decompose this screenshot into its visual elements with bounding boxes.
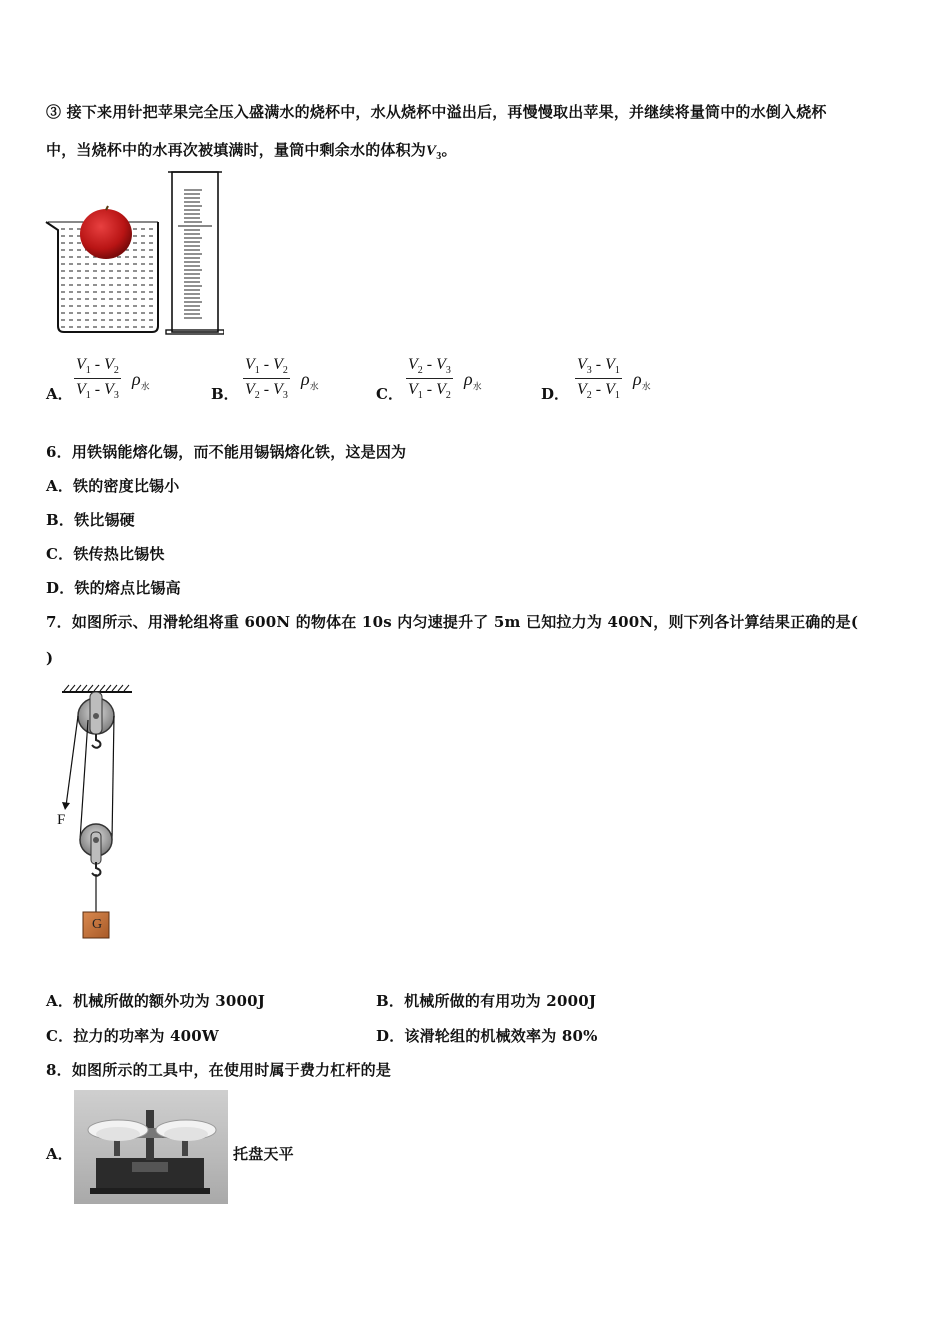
q8-question: 8．如图所示的工具中，在使用时属于费力杠杆的是 — [46, 1061, 392, 1079]
q5-option-a-label: A． — [46, 385, 73, 403]
weight-label: G — [92, 917, 103, 932]
q7-option-b: B．机械所做的有用功为 2000J — [376, 992, 597, 1010]
q7-option-d: D．该滑轮组的机械效率为 80% — [376, 1027, 598, 1045]
q8-option-a-label: A． — [46, 1145, 73, 1163]
q7-option-c: C．拉力的功率为 400W — [46, 1027, 219, 1045]
q8-option-a-text: 托盘天平 — [233, 1145, 294, 1163]
q6-question: 6．用铁锅能熔化锡，而不能用锡锅熔化铁，这是因为 — [46, 443, 407, 461]
q5-option-c-label: C． — [376, 385, 403, 403]
balance-scale-photo — [74, 1090, 228, 1204]
q6-option-d: D．铁的熔点比锡高 — [46, 579, 181, 597]
intro-line-2-suffix: 。 — [441, 141, 457, 159]
q7-question: 7．如图所示、用滑轮组将重 600N 的物体在 10s 内匀速提升了 5m 已知拉力为 400N，则下列各计算结果正确的是( — [46, 613, 859, 631]
balance-scale-icon — [74, 1090, 228, 1204]
q5-option-b-rho: $\rho_水$ — [301, 369, 319, 393]
q6-option-a: A．铁的密度比锡小 — [46, 477, 180, 495]
q5-option-c-rho: $\rho_水$ — [464, 369, 482, 393]
q7-option-a: A．机械所做的额外功为 3000J — [46, 992, 266, 1010]
q5-option-d-fraction: $\frac{V_3 - V_1}{V_2 - V_1}$ — [577, 356, 620, 402]
intro-line-1: ③ 接下来用针把苹果完全压入盛满水的烧杯中，水从烧杯中溢出后，再慢慢取出苹果，并继续将量筒中的水倒入烧杯 — [46, 103, 827, 121]
q5-option-b-fraction: $\frac{V_1 - V_2}{V_2 - V_3}$ — [245, 356, 288, 402]
q6-option-b: B．铁比锡硬 — [46, 511, 135, 529]
q5-option-d-label: D． — [541, 385, 570, 403]
q5-option-a-fraction: $\frac{V_1 - V_2}{V_1 - V_3}$ — [76, 356, 119, 402]
intro-line-2 — [46, 139, 457, 162]
q7-question-cont: ) — [46, 649, 54, 667]
force-label: F — [57, 812, 66, 828]
q5-option-d-rho: $\rho_水$ — [633, 369, 651, 393]
beaker-apple-figure — [44, 170, 224, 336]
q5-option-a-rho: $\rho_水$ — [132, 369, 150, 393]
q5-option-b-label: B． — [211, 385, 239, 403]
intro-line-2-prefix: 中，当烧杯中的水再次被填满时，量筒中剩余水的体积为 — [46, 141, 427, 159]
q6-option-c: C．铁传热比锡快 — [46, 545, 165, 563]
q5-option-c-fraction: $\frac{V_2 - V_3}{V_1 - V_2}$ — [408, 356, 451, 402]
volume-v3: $V_3$ — [426, 143, 442, 162]
